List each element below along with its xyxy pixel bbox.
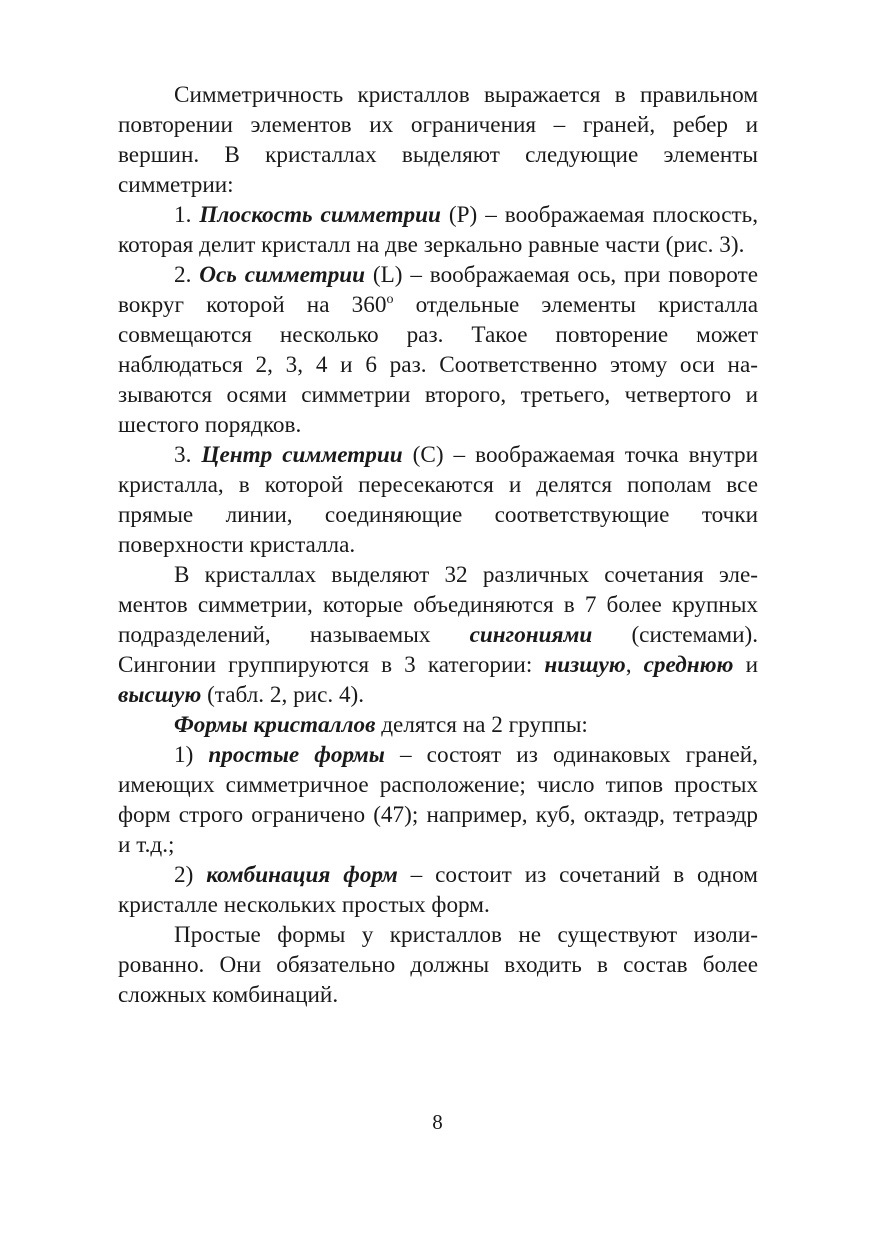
- term-simple-forms: простые формы: [208, 742, 385, 768]
- list-number: 2): [174, 862, 207, 888]
- paragraph-crystal-forms: [118, 710, 758, 740]
- paragraph-text: и: [733, 652, 758, 678]
- list-number: 1): [174, 742, 209, 768]
- paragraph-text: отдельные элементы кристалла совмещаются несколько раз. Такое повторение может наблюдаться 2, 3, 4 и 6 раз. Соответственно этому оси называются осями симметрии второго, третьего, четвертого и шестого порядков.: [118, 292, 758, 438]
- term-center-of-symmetry: Центр симметрии: [201, 442, 403, 468]
- page-number: 8: [432, 1110, 443, 1134]
- page-body: [118, 80, 758, 1010]
- degree-mark: o: [386, 292, 394, 307]
- paragraph-plane-of-symmetry: [118, 200, 758, 260]
- term-plane-of-symmetry: Плоскость симметрии: [199, 202, 441, 228]
- paragraph-text: (P) – воображаемая плоскость, которая делит кристалл на две зеркально равные части (рис. 3).: [118, 202, 759, 258]
- paragraph-text: (C) – воображаемая точка внутри кристалла, в которой пересекаются и делятся пополам все прямые линии, соединяющие соответствующие точки поверхности кристалла.: [118, 442, 758, 558]
- paragraph-text: – состоит из сочетаний в одном кристалле нескольких простых форм.: [118, 862, 758, 918]
- list-number: 3.: [174, 442, 202, 468]
- paragraph-text: ,: [625, 652, 644, 678]
- term-middle: среднюю: [643, 652, 734, 678]
- paragraph-text: (L) – воображаемая ось, при повороте вокруг которой на 360: [118, 262, 758, 318]
- paragraph-symmetry-intro: Симметричность кристаллов выражается в правильном повторении элементов их ограничения – граней, ребер и вершин. В кристаллах выделяют следующие элементы симметрии:: [118, 82, 758, 198]
- paragraph-syngonies: [118, 560, 758, 710]
- paragraph-text: – состоят из одинаковых граней, имеющих симметричное расположение; число типов простых форм строго ограничено (47); например, куб, октаэдр, тетраэдр и т.д.;: [118, 742, 758, 858]
- term-syngonies: сингониями: [469, 622, 593, 648]
- term-combination-forms: комбинация форм: [206, 862, 398, 888]
- term-higher: высшую: [118, 682, 202, 708]
- term-crystal-forms: Формы кристаллов: [174, 712, 376, 738]
- term-lower: низшую: [544, 652, 626, 678]
- paragraph-text: (системами). Сингонии группируются в 3 категории:: [118, 622, 759, 678]
- paragraph-axis-of-symmetry: [118, 260, 758, 440]
- paragraph-simple-forms-note: Простые формы у кристаллов не существуют изолированно. Они обязательно должны входить в состав более сложных комбинаций.: [118, 922, 758, 1008]
- paragraph-text: (табл. 2, рис. 4).: [201, 682, 365, 708]
- list-number: 2.: [174, 262, 200, 288]
- term-axis-of-symmetry: Ось симметрии: [199, 262, 366, 288]
- paragraph-center-of-symmetry: [118, 440, 758, 560]
- list-number: 1.: [174, 202, 200, 228]
- paragraph-combination-forms: [118, 860, 758, 920]
- paragraph-simple-forms: [118, 740, 758, 860]
- paragraph-text: делятся на 2 группы:: [375, 712, 588, 738]
- paragraph-text: В кристаллах выделяют 32 различных сочетания элементов симметрии, которые объединяются в 7 более крупных подразделений, называемых: [118, 562, 758, 648]
